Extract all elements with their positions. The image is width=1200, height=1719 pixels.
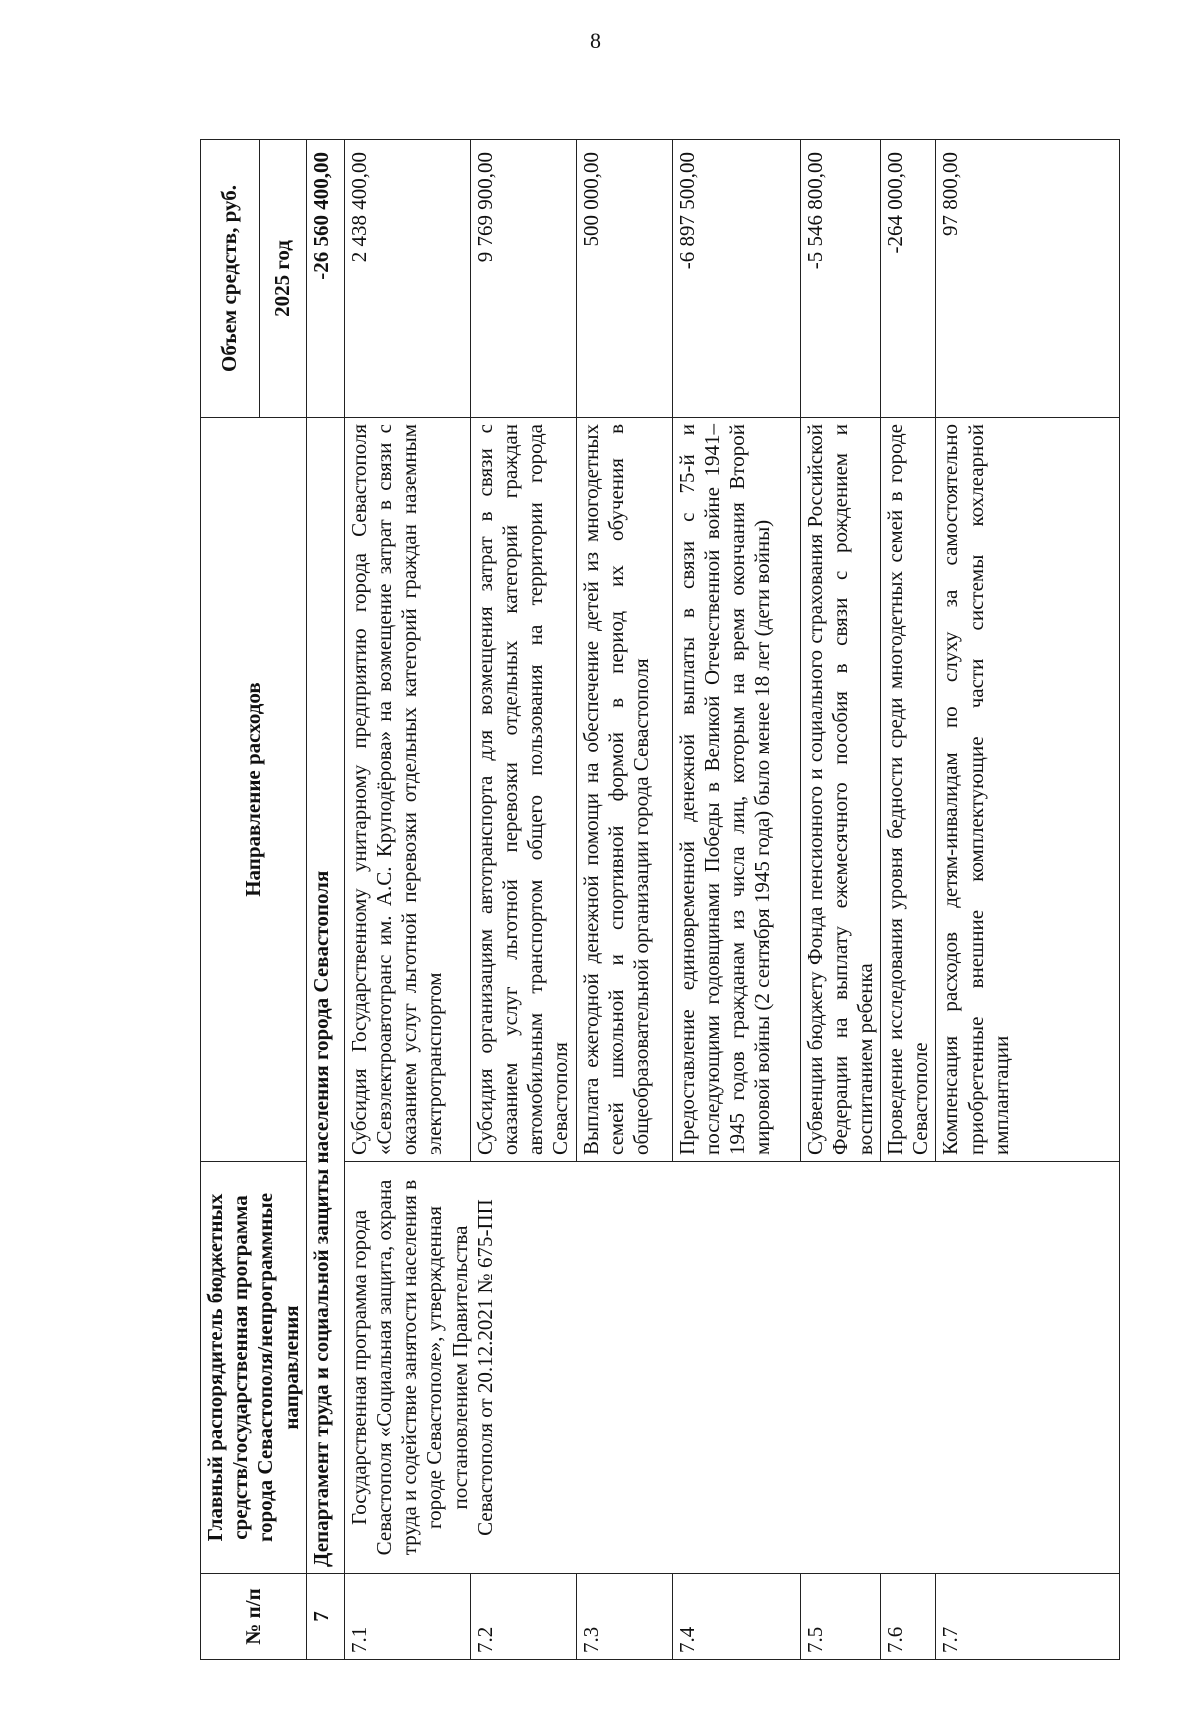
header-num: № п/п: [201, 1574, 307, 1660]
page-number: 8: [590, 28, 601, 53]
row-direction: Предоставление единовременной денежной выплаты в связи с 75-й и последующими годовщинами Победы в Великой Отечественной войне 1941–1945 годов гражданам из числа лиц, которым на время окончания Второй мировой войны (2 сентября 1945 года) было менее 18 лет (дети войны): [672, 418, 800, 1162]
header-volume: Объем средств, руб.: [201, 140, 260, 418]
row-num: 7.6: [881, 1574, 936, 1660]
row-amount: 2 438 400,00: [344, 140, 470, 418]
section-amount: -26 560 400,00: [306, 140, 344, 418]
row-direction: Компенсация расходов детям-инвалидам по слуху за самостоятельно приобретенные внешние комплектующие части системы кохлеарной имплантации: [936, 418, 1120, 1162]
row-num: 7.2: [470, 1574, 576, 1660]
row-num: 7.7: [936, 1574, 1120, 1660]
row-amount: 500 000,00: [576, 140, 672, 418]
header-year: 2025 год: [259, 140, 306, 418]
row-amount: -6 897 500,00: [672, 140, 800, 418]
section-num: 7: [306, 1574, 344, 1660]
row-direction: Субсидия организациям автотранспорта для возмещения затрат в связи с оказанием услуг льготной перевозки отдельных категорий граждан автомобильным транспортом общего пользования на территории города Севастополя: [470, 418, 576, 1162]
budget-table: [200, 139, 1120, 1660]
row-direction: Субсидия Государственному унитарному предприятию города Севастополя «Севэлектроавтотранс им. А.С. Круподёрова» на возмещение затрат в связи с оказанием услуг льготной перевозки отдельных категорий граждан наземным электротранспортом: [344, 418, 470, 1162]
row-num: 7.5: [800, 1574, 881, 1660]
row-num: 7.4: [672, 1574, 800, 1660]
header-distributor: Главный распорядитель бюджетных средств/государственная программа города Севастополя/непрограммные направления: [201, 1162, 307, 1574]
row-amount: -264 000,00: [881, 140, 936, 418]
header-direction: Направление расходов: [201, 418, 307, 1162]
row-amount: 9 769 900,00: [470, 140, 576, 418]
section-title: Департамент труда и социальной защиты населения города Севастополя: [306, 418, 344, 1574]
row-num: 7.3: [576, 1574, 672, 1660]
table-rotated-wrapper: [200, 140, 1120, 1660]
row-amount: 97 800,00: [936, 140, 1120, 418]
row-direction: Проведение исследования уровня бедности среди многодетных семей в городе Севастополе: [881, 418, 936, 1162]
row-direction: Субвенции бюджету Фонда пенсионного и социального страхования Российской Федерации на выплату ежемесячного пособия в связи с рождением и воспитанием ребенка: [800, 418, 881, 1162]
program-name: Государственная программа города Севастополя «Социальная защита, охрана труда и содействие занятости населения в городе Севастополе», утвержденная постановлением Правительства Севастополя от 20.12.2021 № 675-ПП: [344, 1162, 1119, 1574]
row-direction: Выплата ежегодной денежной помощи на обеспечение детей из многодетных семей школьной и спортивной формой в период их обучения в общеобразовательной организации города Севастополя: [576, 418, 672, 1162]
row-amount: -5 546 800,00: [800, 140, 881, 418]
row-num: 7.1: [344, 1574, 470, 1660]
